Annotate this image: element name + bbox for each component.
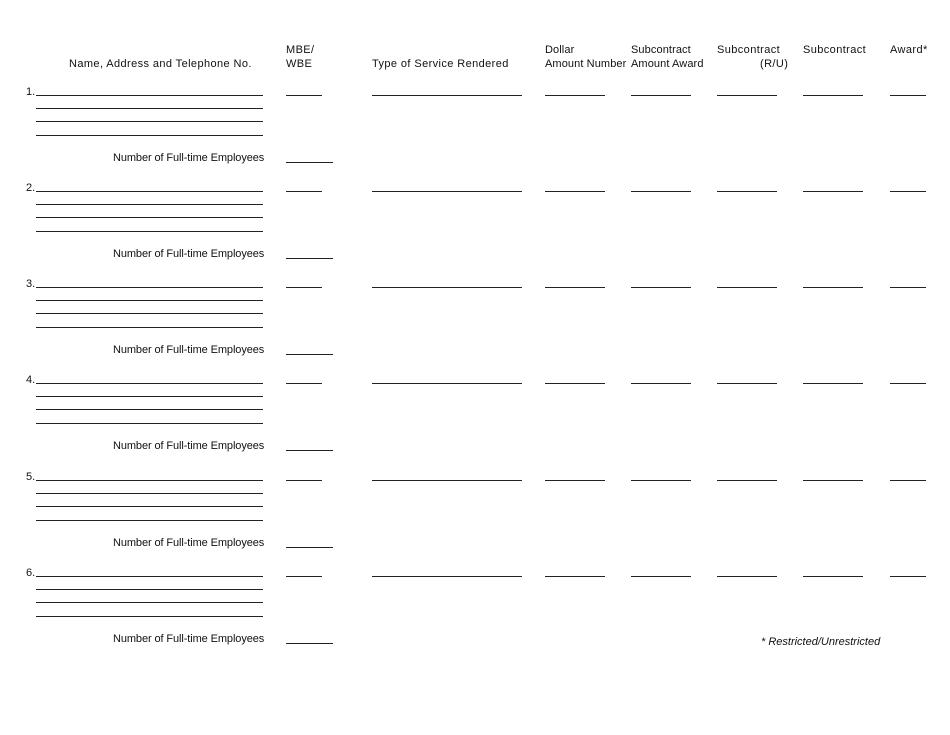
header-award-text: Award* <box>890 44 928 56</box>
employees-label: Number of Full-time Employees <box>113 440 265 452</box>
service-field[interactable] <box>372 383 522 384</box>
header-service-text: Type of Service Rendered <box>372 58 509 70</box>
subcontract-field[interactable] <box>803 383 863 384</box>
mbe-wbe-field[interactable] <box>286 480 322 481</box>
row-number: 4. <box>26 374 36 386</box>
header-subcontract-ru <box>717 43 788 71</box>
name-line-1[interactable] <box>36 95 263 96</box>
name-line-2[interactable] <box>36 493 263 494</box>
service-field[interactable] <box>372 480 522 481</box>
name-line-1[interactable] <box>36 287 263 288</box>
entry-row-1 <box>0 86 950 182</box>
header-mbe-line2: WBE <box>286 58 313 70</box>
header-dollar-amount-number <box>545 43 626 71</box>
award-field[interactable] <box>890 287 926 288</box>
name-line-2[interactable] <box>36 396 263 397</box>
name-line-1[interactable] <box>36 480 263 481</box>
mbe-wbe-field[interactable] <box>286 383 322 384</box>
award-field[interactable] <box>890 480 926 481</box>
header-subcontract <box>803 43 866 57</box>
name-line-4[interactable] <box>36 231 263 232</box>
subcontract-amount-field[interactable] <box>631 191 691 192</box>
mbe-wbe-field[interactable] <box>286 95 322 96</box>
name-line-2[interactable] <box>36 108 263 109</box>
name-line-3[interactable] <box>36 506 263 507</box>
entry-row-5 <box>0 471 950 567</box>
header-sub2-line2: (R/U) <box>760 58 789 70</box>
row-number: 1. <box>26 86 36 98</box>
subcontract-ru-field[interactable] <box>717 191 777 192</box>
subcontract-amount-field[interactable] <box>631 383 691 384</box>
dollar-amount-field[interactable] <box>545 191 605 192</box>
header-dollar-line1: Dollar <box>545 44 575 56</box>
dollar-amount-field[interactable] <box>545 576 605 577</box>
service-field[interactable] <box>372 576 522 577</box>
name-line-4[interactable] <box>36 423 263 424</box>
subcontract-amount-field[interactable] <box>631 287 691 288</box>
subcontract-ru-field[interactable] <box>717 480 777 481</box>
employees-label: Number of Full-time Employees <box>113 633 265 645</box>
restricted-unrestricted-footnote: * Restricted/Unrestricted <box>761 636 881 648</box>
name-line-1[interactable] <box>36 383 263 384</box>
header-sub3-text: Subcontract <box>803 44 867 56</box>
employees-label: Number of Full-time Employees <box>113 537 265 549</box>
subcontract-amount-field[interactable] <box>631 576 691 577</box>
row-number: 6. <box>26 567 36 579</box>
employees-label: Number of Full-time Employees <box>113 248 265 260</box>
subcontract-field[interactable] <box>803 576 863 577</box>
row-number: 5. <box>26 471 36 483</box>
employees-field[interactable] <box>286 450 333 451</box>
employees-field[interactable] <box>286 547 333 548</box>
mbe-wbe-field[interactable] <box>286 287 322 288</box>
subcontract-ru-field[interactable] <box>717 95 777 96</box>
subcontract-ru-field[interactable] <box>717 383 777 384</box>
subcontract-field[interactable] <box>803 191 863 192</box>
entry-row-6 <box>0 567 950 663</box>
header-sub1-line1: Subcontract <box>631 44 691 56</box>
dollar-amount-field[interactable] <box>545 480 605 481</box>
employees-label: Number of Full-time Employees <box>113 344 265 356</box>
header-mbe-wbe <box>286 43 315 71</box>
employees-field[interactable] <box>286 162 333 163</box>
name-line-4[interactable] <box>36 327 263 328</box>
subcontract-field[interactable] <box>803 287 863 288</box>
header-name-text: Name, Address and Telephone No. <box>69 58 252 70</box>
award-field[interactable] <box>890 191 926 192</box>
award-field[interactable] <box>890 95 926 96</box>
header-name-address-phone <box>69 57 252 71</box>
dollar-amount-field[interactable] <box>545 383 605 384</box>
name-line-2[interactable] <box>36 204 263 205</box>
mbe-wbe-field[interactable] <box>286 191 322 192</box>
subcontract-ru-field[interactable] <box>717 287 777 288</box>
name-line-3[interactable] <box>36 602 263 603</box>
subcontract-field[interactable] <box>803 95 863 96</box>
employees-field[interactable] <box>286 354 333 355</box>
name-line-4[interactable] <box>36 616 263 617</box>
service-field[interactable] <box>372 95 522 96</box>
subcontract-amount-field[interactable] <box>631 95 691 96</box>
name-line-3[interactable] <box>36 409 263 410</box>
subcontract-ru-field[interactable] <box>717 576 777 577</box>
entry-row-3 <box>0 278 950 374</box>
name-line-2[interactable] <box>36 589 263 590</box>
service-field[interactable] <box>372 191 522 192</box>
service-field[interactable] <box>372 287 522 288</box>
subcontract-amount-field[interactable] <box>631 480 691 481</box>
header-subcontract-amount-award <box>631 43 704 71</box>
entry-row-2 <box>0 182 950 278</box>
mbe-wbe-field[interactable] <box>286 576 322 577</box>
dollar-amount-field[interactable] <box>545 287 605 288</box>
row-number: 3. <box>26 278 36 290</box>
name-line-3[interactable] <box>36 217 263 218</box>
employees-field[interactable] <box>286 643 333 644</box>
header-award <box>890 43 928 57</box>
header-type-of-service <box>372 57 509 71</box>
header-dollar-line2: Amount Number <box>545 58 627 70</box>
name-line-3[interactable] <box>36 121 263 122</box>
header-mbe-line1: MBE/ <box>286 44 315 56</box>
name-line-3[interactable] <box>36 313 263 314</box>
header-sub2-line1: Subcontract <box>717 44 781 56</box>
name-line-2[interactable] <box>36 300 263 301</box>
employees-label: Number of Full-time Employees <box>113 152 265 164</box>
row-number: 2. <box>26 182 36 194</box>
header-sub1-line2: Amount Award <box>631 58 704 70</box>
name-line-4[interactable] <box>36 135 263 136</box>
award-field[interactable] <box>890 576 926 577</box>
name-line-1[interactable] <box>36 576 263 577</box>
name-line-1[interactable] <box>36 191 263 192</box>
employees-field[interactable] <box>286 258 333 259</box>
award-field[interactable] <box>890 383 926 384</box>
name-line-4[interactable] <box>36 520 263 521</box>
entry-row-4 <box>0 374 950 470</box>
dollar-amount-field[interactable] <box>545 95 605 96</box>
subcontract-field[interactable] <box>803 480 863 481</box>
